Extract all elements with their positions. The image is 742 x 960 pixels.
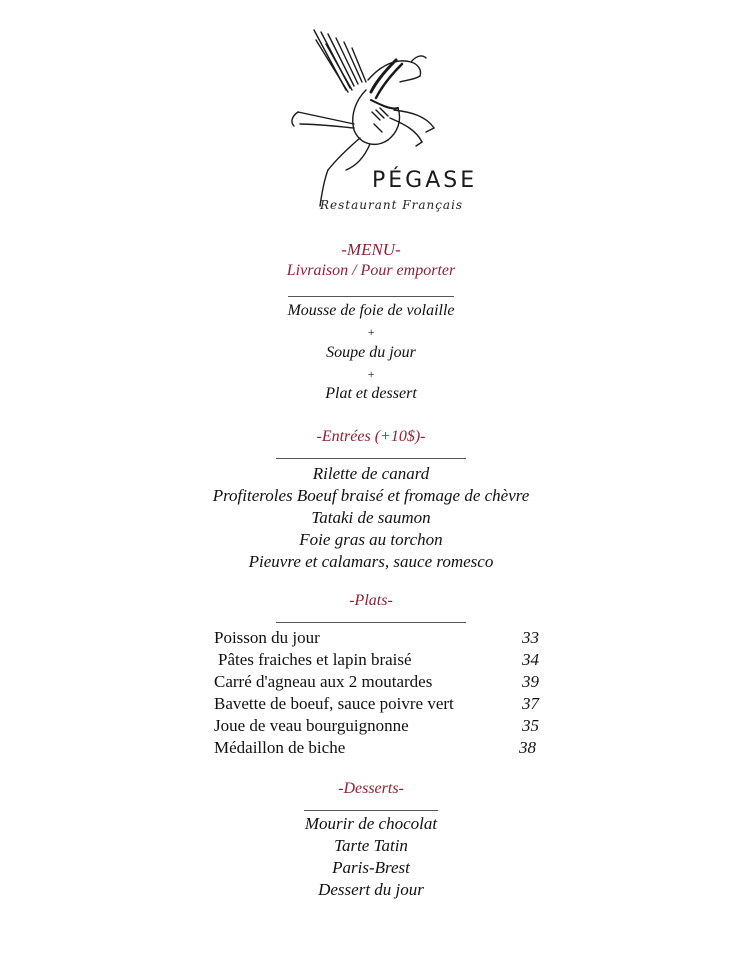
restaurant-name: PÉGASE: [372, 168, 478, 193]
entree-item: Pieuvre et calamars, sauce romesco: [248, 552, 494, 571]
restaurant-tagline: Restaurant Français: [320, 198, 464, 212]
divider: [288, 296, 454, 297]
divider: [276, 622, 466, 623]
plat-name: Carré d'agneau aux 2 moutardes: [214, 672, 433, 691]
plat-price: 34: [522, 650, 539, 669]
plat-name: Médaillon de biche: [214, 738, 346, 757]
plat-name: Pâtes fraiches et lapin braisé: [218, 650, 412, 669]
dessert-item: Mourir de chocolat: [304, 814, 438, 833]
plat-name: Joue de veau bourguignonne: [214, 716, 409, 735]
divider: [304, 810, 438, 811]
plat-price: 33: [522, 628, 539, 647]
dessert-item: Paris-Brest: [332, 858, 410, 877]
entree-item: Foie gras au torchon: [299, 530, 443, 549]
dessert-item: Dessert du jour: [318, 880, 424, 899]
plat-price: 38: [519, 738, 536, 757]
plat-name: Bavette de boeuf, sauce poivre vert: [214, 694, 454, 713]
menu-title: -MENU-: [341, 240, 401, 259]
entree-item: Profiteroles Boeuf braisé et fromage de chèvre: [212, 486, 530, 505]
entree-item: Rilette de canard: [312, 464, 430, 483]
entree-item: Tataki de saumon: [311, 508, 431, 527]
desserts-heading: -Desserts-: [338, 780, 404, 797]
entrees-heading: -Entrées (+10$)-: [316, 428, 426, 445]
dessert-item: Tarte Tatin: [334, 836, 408, 855]
plat-price: 35: [522, 716, 539, 735]
formula-item: Plat et dessert: [325, 385, 417, 402]
formula-item: Soupe du jour: [326, 344, 416, 361]
formula-item: Mousse de foie de volaille: [287, 302, 455, 319]
plats-heading: -Plats-: [349, 592, 393, 609]
plus-separator: +: [366, 325, 376, 339]
divider: [276, 458, 466, 459]
plat-price: 37: [522, 694, 539, 713]
plat-price: 39: [522, 672, 539, 691]
plus-separator: +: [366, 367, 376, 381]
menu-subtitle: Livraison / Pour emporter: [286, 262, 456, 279]
plat-name: Poisson du jour: [214, 628, 320, 647]
